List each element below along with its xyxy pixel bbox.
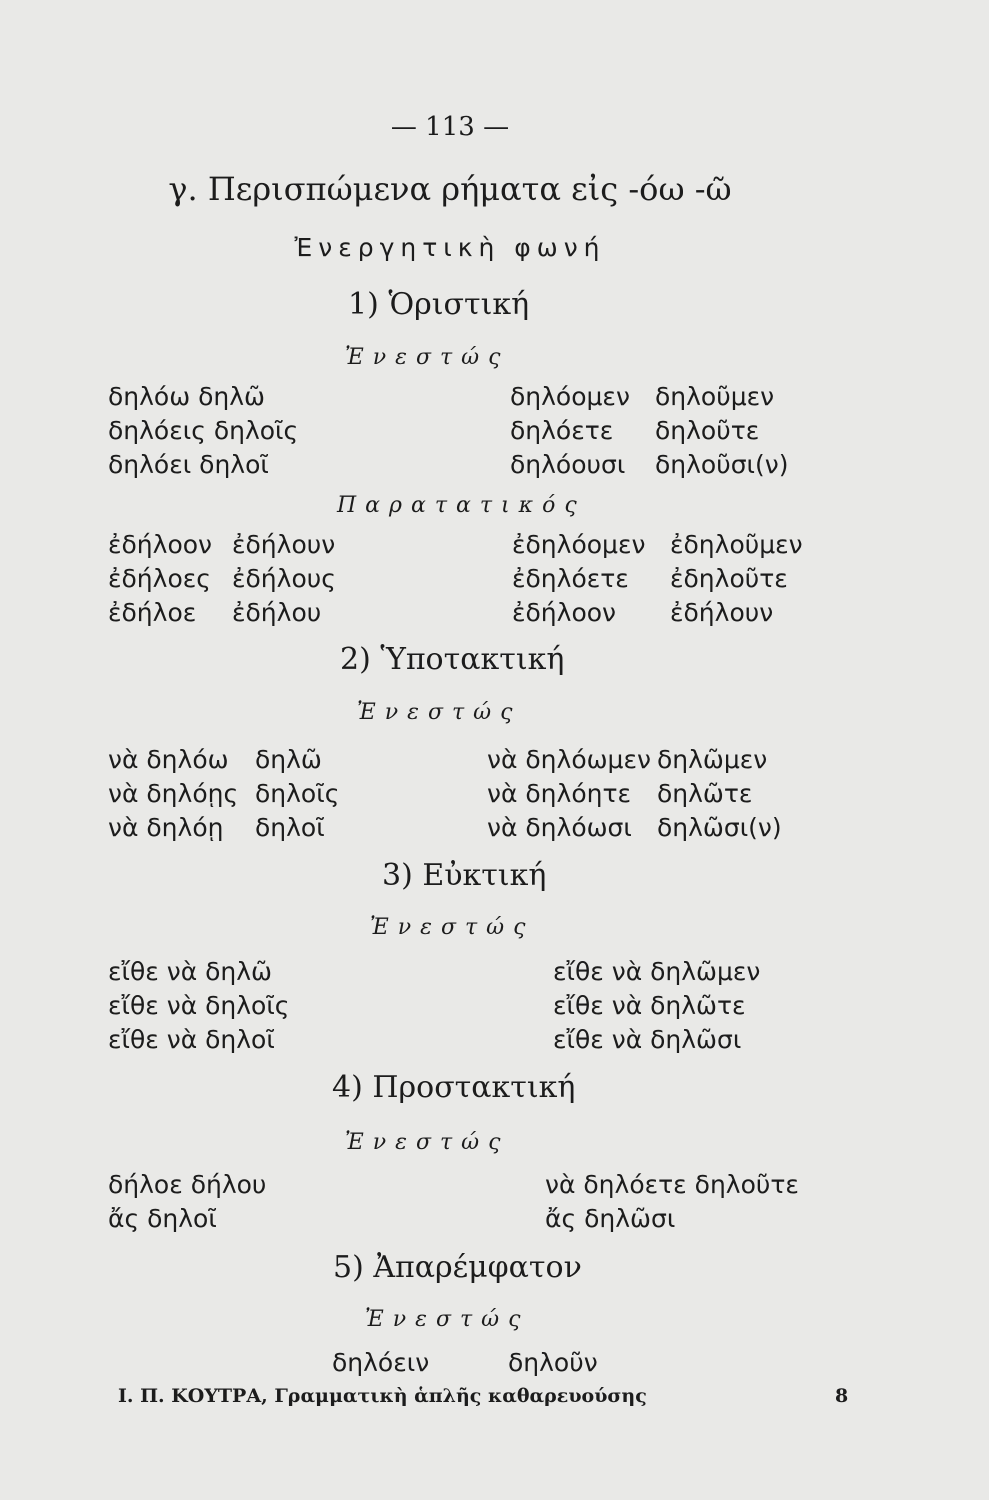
optative-singular bbox=[108, 955, 289, 1057]
conjugation-row: δηλόουσι bbox=[510, 450, 626, 479]
conjugation-row: εἴθε νὰ δηλοῖ bbox=[108, 1025, 275, 1054]
imperfect-plural-contracted bbox=[670, 528, 803, 630]
optative-tense: Ἐνεστώς bbox=[370, 915, 535, 940]
imperative-heading: 4) Προστακτική bbox=[332, 1070, 576, 1105]
conjugation-row: δήλοε δήλου bbox=[108, 1170, 267, 1199]
imperative-plural bbox=[545, 1168, 799, 1236]
subjunctive-heading: 2) Ὑποτακτική bbox=[340, 642, 565, 677]
imperfect-singular-contracted bbox=[232, 528, 336, 630]
infinitive-tense: Ἐνεστώς bbox=[365, 1307, 530, 1332]
conjugation-row: εἴθε νὰ δηλῶσι bbox=[553, 1025, 742, 1054]
conjugation-row: εἴθε νὰ δηλῶ bbox=[108, 957, 272, 986]
conjugation-row: δηλόετε bbox=[510, 416, 614, 445]
conjugation-row: δηλόεις δηλοῖς bbox=[108, 416, 299, 445]
subjunctive-singular-contracted bbox=[255, 743, 339, 845]
infinitive-uncontracted: δηλόειν bbox=[332, 1348, 430, 1377]
conjugation-row: δηλῶμεν bbox=[657, 745, 768, 774]
conjugation-row: δηλοῖ bbox=[255, 813, 325, 842]
conjugation-row: δηλοῦσι(ν) bbox=[655, 450, 789, 479]
imperfect-plural-uncontracted bbox=[512, 528, 645, 630]
subjunctive-plural-uncontracted bbox=[487, 743, 651, 845]
conjugation-row: ἐδηλοῦτε bbox=[670, 564, 788, 593]
conjugation-row: δηλοῖς bbox=[255, 779, 340, 808]
subjunctive-tense: Ἐνεστώς bbox=[357, 700, 522, 725]
section-title: γ. Περισπώμενα ρήματα εἰς -όω -ῶ bbox=[168, 170, 732, 208]
indicative-imperfect-heading: Παρατατικός bbox=[337, 493, 586, 518]
indicative-present-singular bbox=[108, 380, 298, 482]
imperative-tense: Ἐνεστώς bbox=[345, 1130, 510, 1155]
conjugation-row: ἐδήλου bbox=[232, 598, 322, 627]
indicative-present-heading: Ἐνεστώς bbox=[345, 345, 510, 370]
conjugation-row: ἐδήλοον bbox=[108, 530, 213, 559]
conjugation-row: ἐδηλοῦμεν bbox=[670, 530, 803, 559]
conjugation-row: ἐδήλοον bbox=[512, 598, 617, 627]
conjugation-row: νὰ δηλόωσι bbox=[487, 813, 632, 842]
conjugation-row: εἴθε νὰ δηλῶτε bbox=[553, 991, 746, 1020]
conjugation-row: νὰ δηλόετε δηλοῦτε bbox=[545, 1170, 799, 1199]
indicative-present-plural-contracted bbox=[655, 380, 788, 482]
conjugation-row: νὰ δηλόω bbox=[108, 745, 229, 774]
indicative-present-plural-uncontracted bbox=[510, 380, 630, 482]
conjugation-row: δηλοῦτε bbox=[655, 416, 760, 445]
indicative-heading: 1) Ὁριστική bbox=[348, 287, 530, 322]
optative-plural bbox=[553, 955, 760, 1057]
conjugation-row: ἐδήλοε bbox=[108, 598, 197, 627]
conjugation-row: ἐδήλουν bbox=[670, 598, 774, 627]
conjugation-row: ἄς δηλῶσι bbox=[545, 1204, 676, 1233]
conjugation-row: εἴθε νὰ δηλοῖς bbox=[108, 991, 290, 1020]
conjugation-row: δηλόομεν bbox=[510, 382, 630, 411]
conjugation-row: ἐδήλουν bbox=[232, 530, 336, 559]
conjugation-row: δηλῶ bbox=[255, 745, 322, 774]
conjugation-row: ἐδηλόετε bbox=[512, 564, 629, 593]
imperative-singular bbox=[108, 1168, 266, 1236]
conjugation-row: νὰ δηλόωμεν bbox=[487, 745, 651, 774]
optative-heading: 3) Εὐκτική bbox=[382, 858, 547, 893]
conjugation-row: νὰ δηλόητε bbox=[487, 779, 632, 808]
conjugation-row: δηλόει δηλοῖ bbox=[108, 450, 269, 479]
conjugation-row: νὰ δηλόῃ bbox=[108, 813, 224, 842]
conjugation-row: ἐδήλους bbox=[232, 564, 336, 593]
footer-signature-number: 8 bbox=[835, 1385, 849, 1407]
page-number: — 113 — bbox=[390, 112, 510, 142]
subjunctive-singular-uncontracted bbox=[108, 743, 238, 845]
conjugation-row: εἴθε νὰ δηλῶμεν bbox=[553, 957, 761, 986]
infinitive-contracted: δηλοῦν bbox=[508, 1348, 598, 1377]
conjugation-row: νὰ δηλόῃς bbox=[108, 779, 239, 808]
infinitive-heading: 5) Ἀπαρέμφατον bbox=[333, 1250, 582, 1285]
subjunctive-plural-contracted bbox=[657, 743, 782, 845]
conjugation-row: δηλόω δηλῶ bbox=[108, 382, 265, 411]
voice-heading: Ἐνεργητικὴ φωνή bbox=[294, 233, 606, 262]
conjugation-row: δηλῶσι(ν) bbox=[657, 813, 782, 842]
conjugation-row: ἐδηλόομεν bbox=[512, 530, 646, 559]
conjugation-row: ἄς δηλοῖ bbox=[108, 1204, 217, 1233]
footer-book-title: Ι. Π. ΚΟΥΤΡΑ, Γραμματικὴ ἁπλῆς καθαρευούσης bbox=[118, 1385, 647, 1407]
conjugation-row: ἐδήλοες bbox=[108, 564, 211, 593]
imperfect-singular-uncontracted bbox=[108, 528, 212, 630]
conjugation-row: δηλοῦμεν bbox=[655, 382, 775, 411]
conjugation-row: δηλῶτε bbox=[657, 779, 753, 808]
